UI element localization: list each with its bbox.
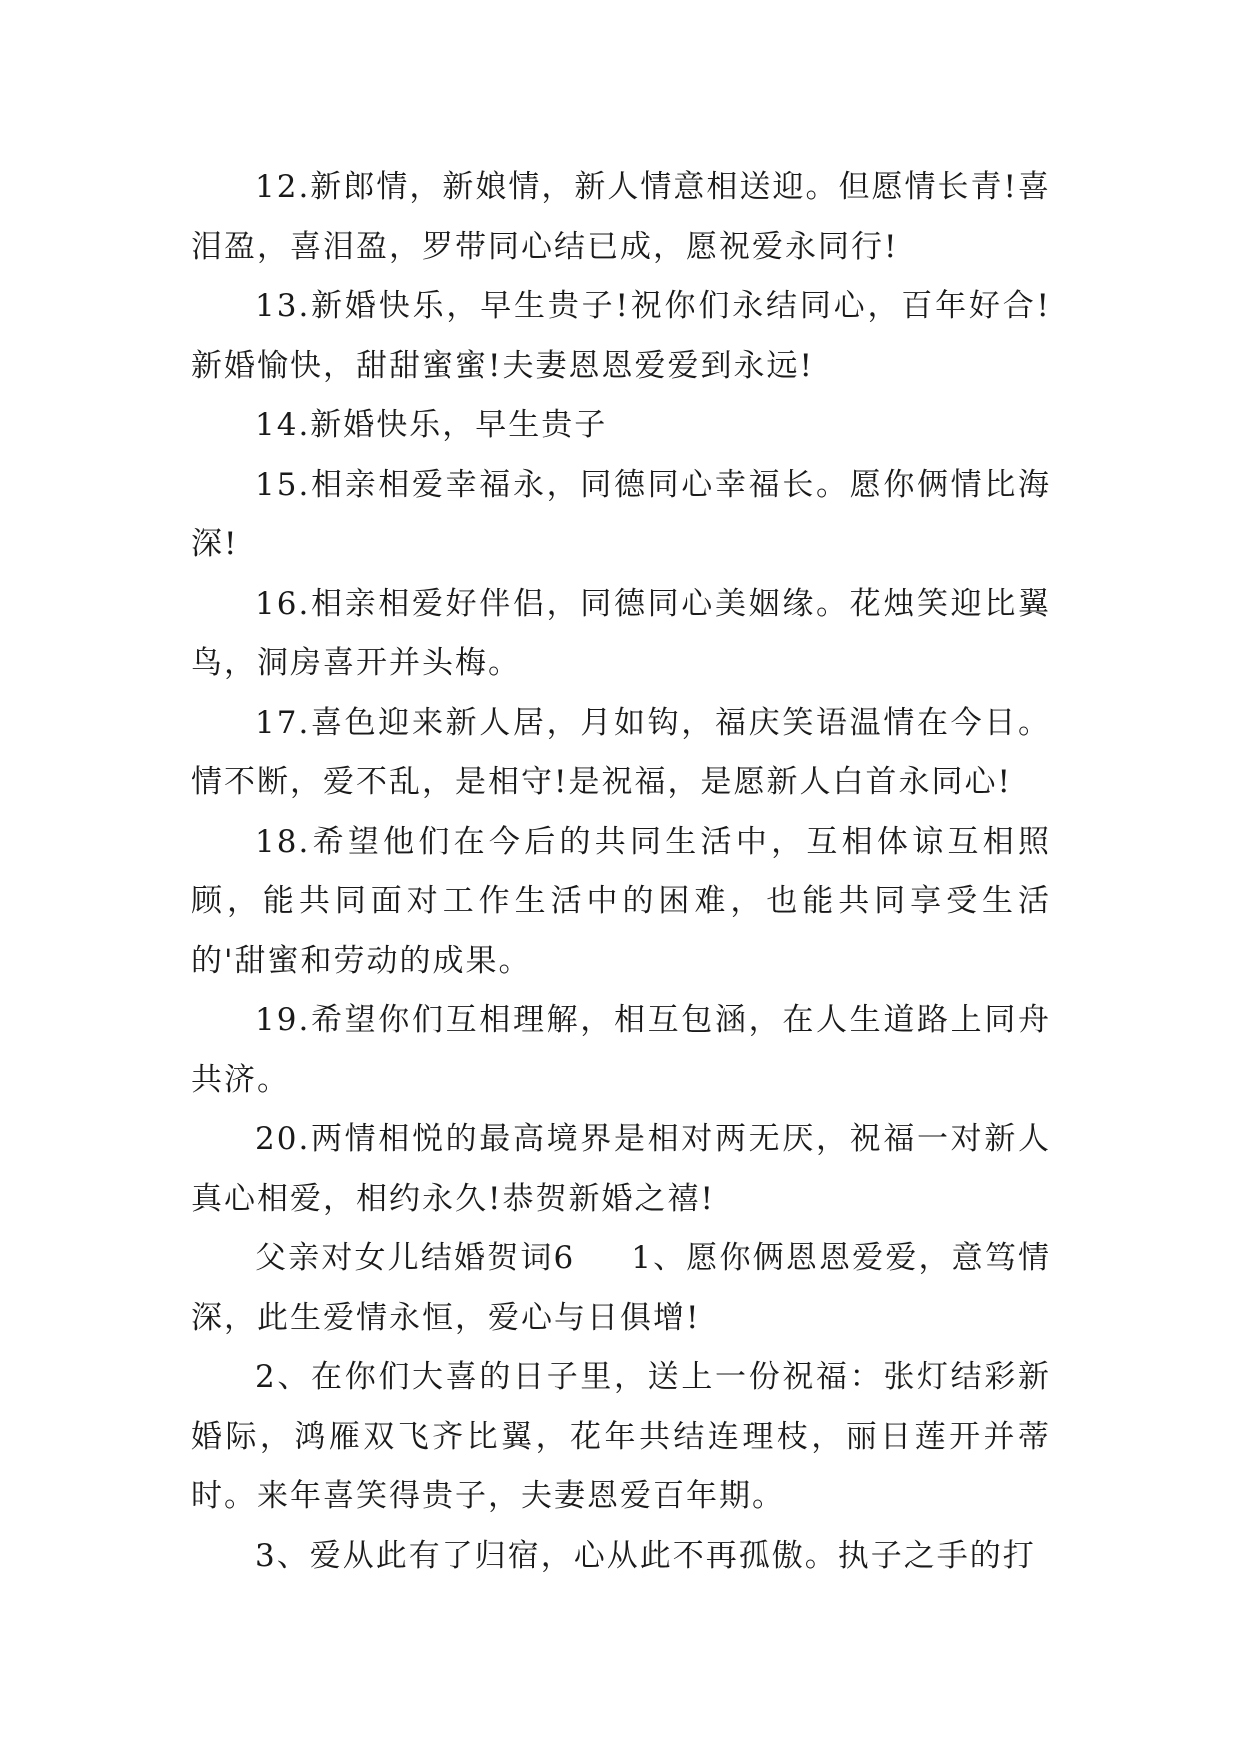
paragraph-12: 12.新郎情，新娘情，新人情意相送迎。但愿情长青!喜泪盈，喜泪盈，罗带同心结已成，愿祝爱永同行! [191,169,1051,265]
paragraph-item-2: 2、在你们大喜的日子里，送上一份祝福：张灯结彩新婚际，鸿雁双飞齐比翼，花年共结连理枝，丽日莲开并蒂时。来年喜笑得贵子，夫妻恩爱百年期。 [191,1359,1051,1514]
section-paragraph [191,1229,1051,1348]
paragraph-20: 20.两情相悦的最高境界是相对两无厌，祝福一对新人真心相爱，相约永久!恭贺新婚之禧! [191,1121,1051,1217]
paragraph-13: 13.新婚快乐，早生贵子!祝你们永结同心，百年好合!新婚愉快，甜甜蜜蜜!夫妻恩恩爱爱到永远! [191,288,1051,384]
paragraph-17: 17.喜色迎来新人居，月如钩，福庆笑语温情在今日。情不断，爱不乱，是相守!是祝福，是愿新人白首永同心! [191,704,1051,800]
paragraph-14: 14.新婚快乐，早生贵子 [255,407,608,443]
section-heading: 父亲对女儿结婚贺词6 [255,1240,576,1276]
paragraph-16: 16.相亲相爱好伴侣，同德同心美姻缘。花烛笑迎比翼鸟，洞房喜开并头梅。 [191,585,1051,681]
document-body [191,158,1051,1586]
paragraph-18: 18.希望他们在今后的共同生活中，互相体谅互相照顾，能共同面对工作生活中的困难，也能共同享受生活的'甜蜜和劳动的成果。 [191,823,1051,979]
section-first-item: 1、愿你俩恩恩爱爱，意笃情深，此生爱情永恒，爱心与日俱增! [191,1240,1051,1336]
paragraph-15: 15.相亲相爱幸福永，同德同心幸福长。愿你俩情比海深! [191,466,1051,562]
paragraph-19: 19.希望你们互相理解，相互包涵，在人生道路上同舟共济。 [191,1002,1051,1098]
paragraph-item-3: 3、爱从此有了归宿，心从此不再孤傲。执子之手的打 [255,1537,1036,1574]
